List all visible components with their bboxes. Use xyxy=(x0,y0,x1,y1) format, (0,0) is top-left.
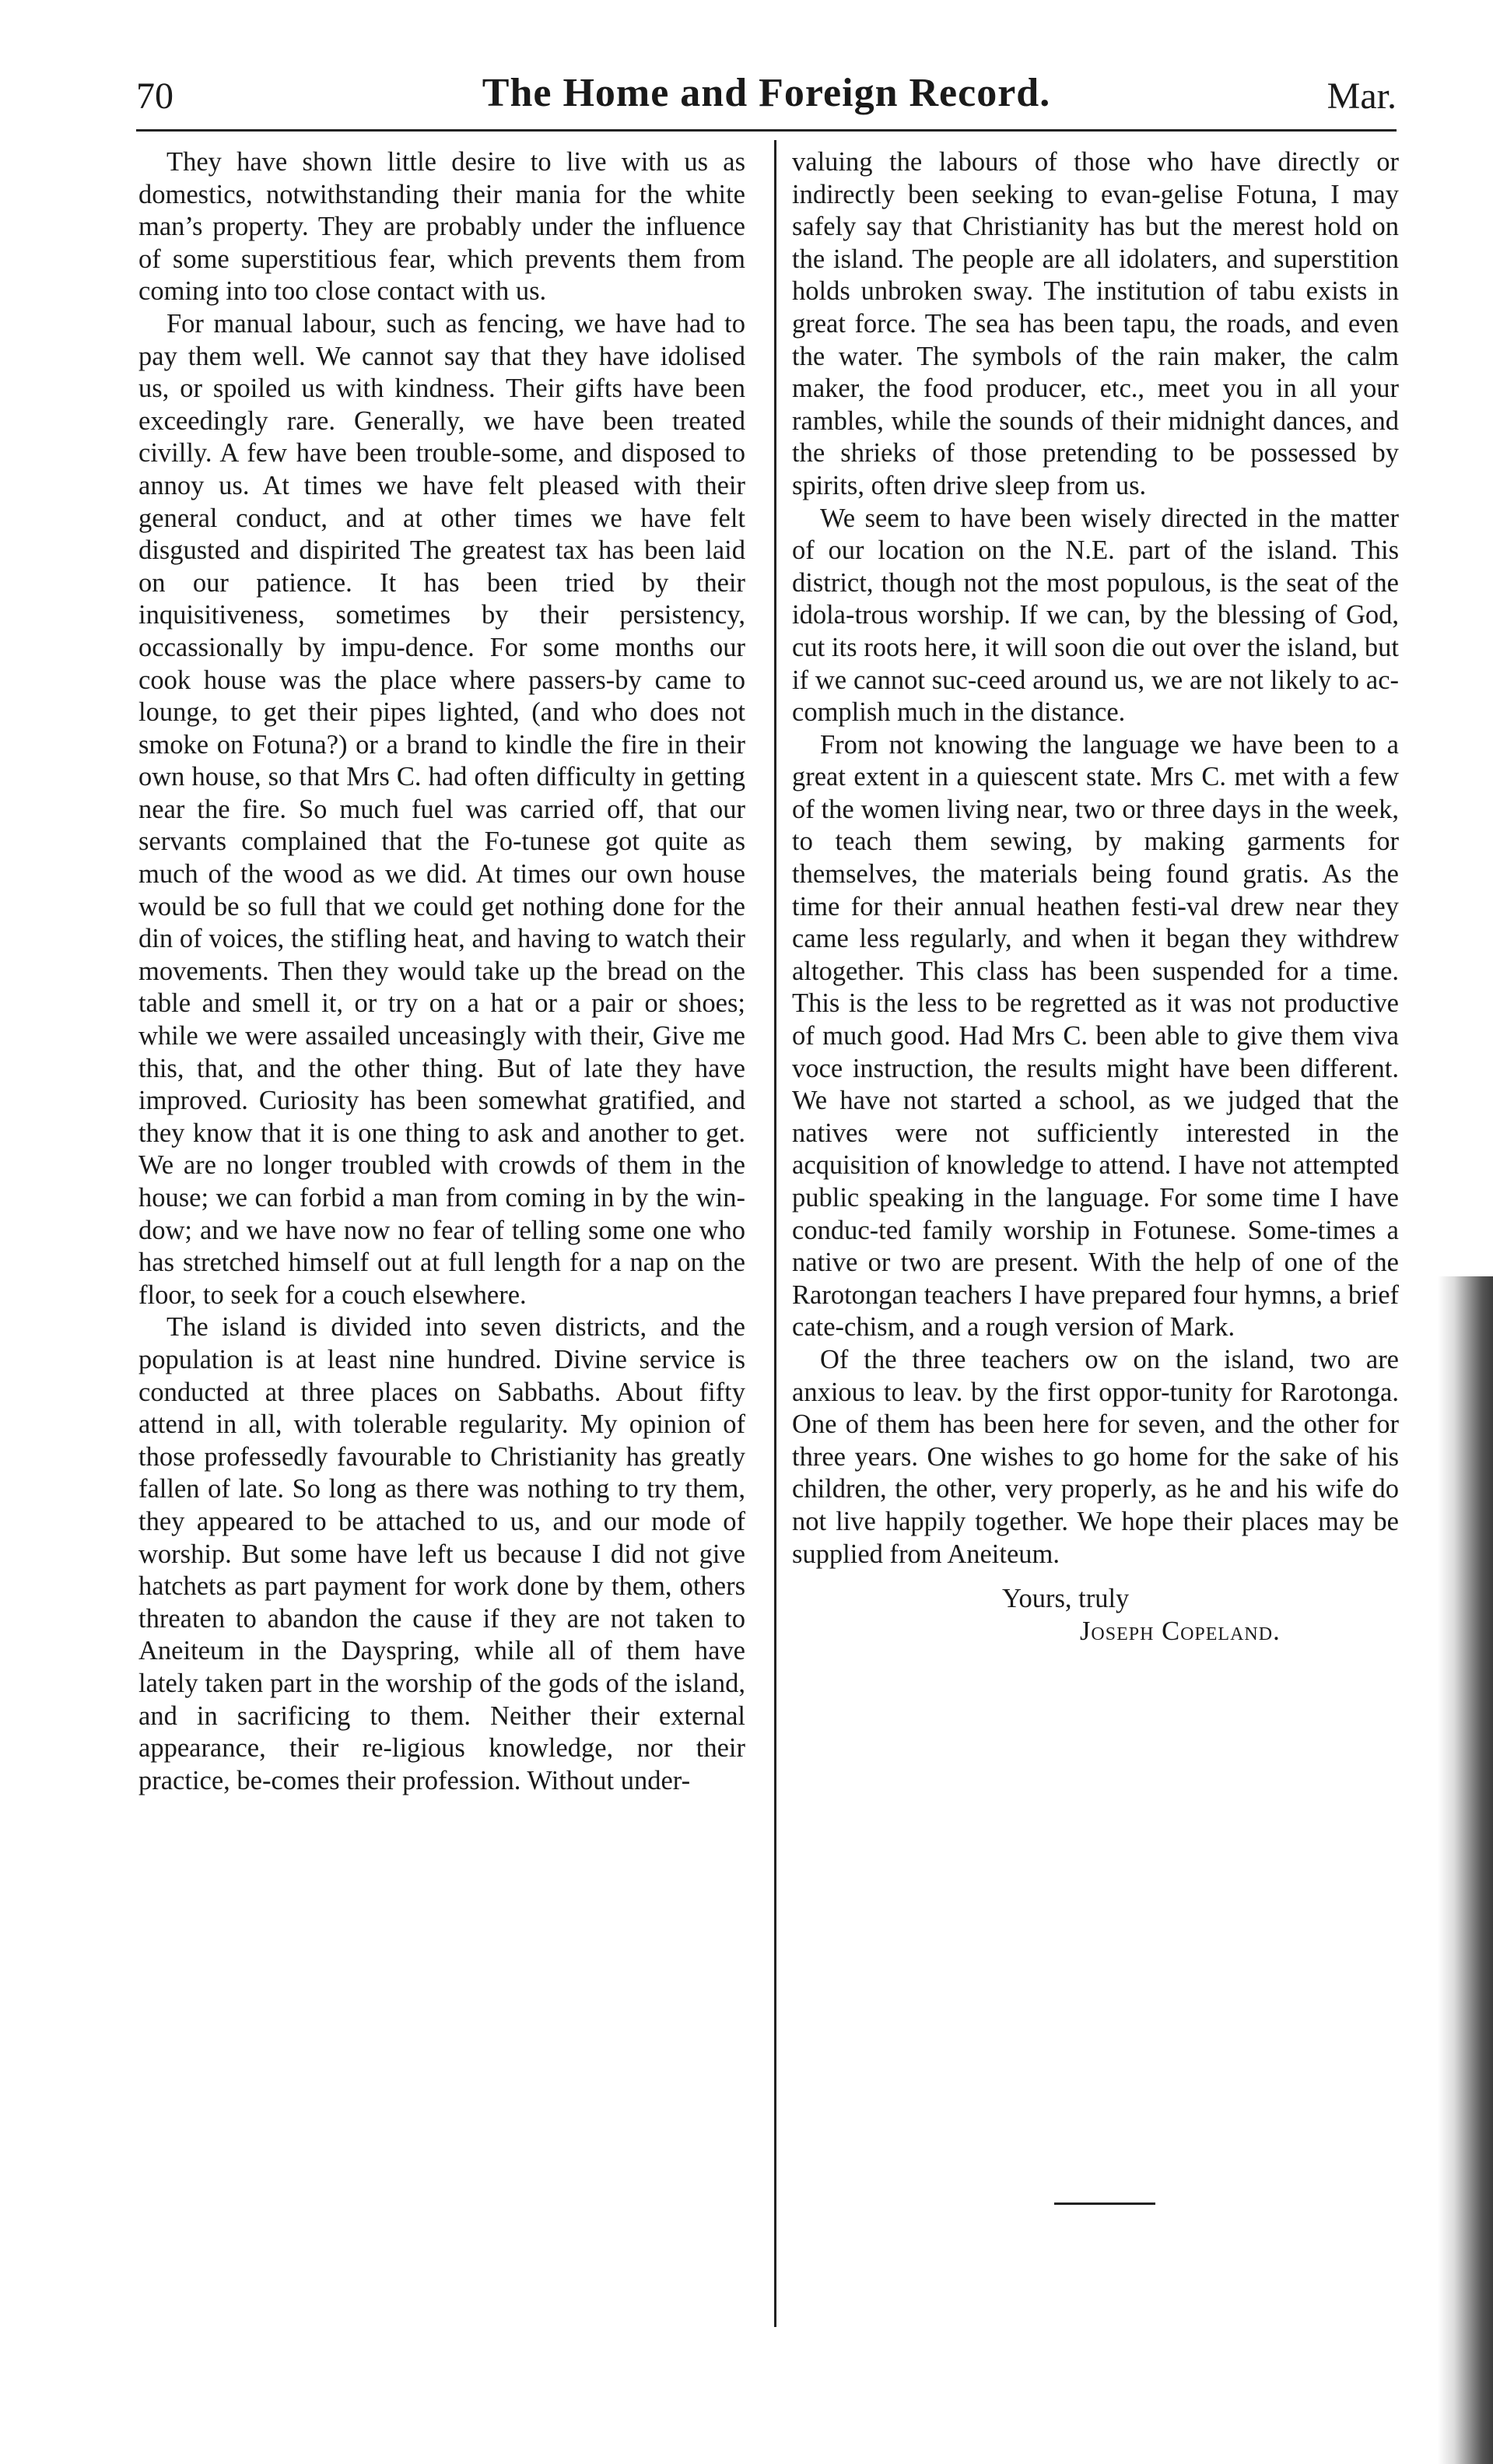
issue-month: Mar. xyxy=(1327,75,1397,117)
paragraph: valuing the labours of those who have directly or indirectly been seeking to evan-gelise Fotuna, I may safely say that Christianity has but the merest hold on the island. The people are all idolaters, and superstition holds unbroken sway. The institution of tabu exists in great force. The sea has been tapu, the roads, and even the water. The symbols of the rain maker, the calm maker, the food producer, etc., meet you in all your rambles, while the sounds of their midnight dances, and the shrieks of those pretending to be possessed by spirits, often drive sleep from us. xyxy=(792,147,1399,500)
column-divider xyxy=(774,140,776,2327)
left-column xyxy=(138,146,745,1797)
letter-closing: Yours, truly xyxy=(1002,1584,1130,1614)
right-column xyxy=(792,146,1399,1648)
paragraph: Of the three teachers ow on the island, two are anxious to leav. by the first oppor-tunity for Rarotonga. One of them has been here for seven, and the other for three years. One wishes to go home for the sake of his children, the other, very properly, as he and his wife do not live happily together. We hope their places may be supplied from Aneiteum. xyxy=(792,1344,1399,1569)
end-rule xyxy=(1054,2203,1155,2205)
journal-title: The Home and Foreign Record. xyxy=(482,71,1051,115)
letter-signature: Joseph Copeland. xyxy=(1080,1616,1281,1646)
paragraph: For manual labour, such as fencing, we have had to pay them well. We cannot say that they have idolised us, or spoiled us with kindness. Their gifts have been exceedingly rare. Generally, we have been treated civilly. A few have been trouble-some, and disposed to annoy us. At times we have felt pleased with their general conduct, and at other times we have felt disgusted and dispirited The greatest tax has been laid on our patience. It has been tried by their inquisitiveness, sometimes by their persistency, occassionally by impu-dence. For some months our cook house was the place where passers-by came to lounge, to get their pipes lighted, (and who does not smoke on Fotuna?) or a brand to kindle the fire in their own house, so that Mrs C. had often difficulty in getting near the fire. So much fuel was carried off, that our servants complained that the Fo-tunese got quite as much of the wood as we did. At times our own house would be so full that we could get nothing done for the din of voices, the stifling heat, and having to watch their movements. Then they would take up the bread on the table and smell it, or try on a hat or a pair or shoes; while we were assailed unceasingly with their, Give me this, that, and the other thing. But of late they have improved. Curiosity has been somewhat gratified, and they know that it is one thing to ask and another to get. We are no longer troubled with crowds of them in the house; we can forbid a man from coming in by the win-dow; and we have now no fear of telling some one who has stretched himself out at full length for a nap on the floor, to seek for a couch elsewhere. xyxy=(138,308,745,1310)
paragraph: They have shown little desire to live with us as domestics, notwithstanding their mania for the white man’s property. They are probably under the influence of some superstitious fear, which prevents them from coming into too close contact with us. xyxy=(138,147,745,307)
page-number: 70 xyxy=(136,75,173,117)
scan-edge-shadow xyxy=(1438,1276,1493,2464)
page-header xyxy=(136,70,1397,125)
paragraph: From not knowing the language we have been to a great extent in a quiescent state. Mrs C. met with a few of the women living near, two or three days in the week, to teach them sewing, by making garments for themselves, the materials being found gratis. As the time for their annual heathen festi-val drew near they came less regularly, and when it began they withdrew altogether. This class has been suspended for a time. This is the less to be regretted as it was not productive of much good. Had Mrs C. been able to give them viva voce instruction, the results might have been different. We have not started a school, as we judged that the natives were not sufficiently interested in the acquisition of knowledge to attend. I have not attempted public speaking in the language. For some time I have conduc-ted family worship in Fotunese. Some-times a native or two are present. With the help of one of the Rarotongan teachers I have prepared four hymns, a brief cate-chism, and a rough version of Mark. xyxy=(792,729,1399,1343)
header-rule xyxy=(136,129,1397,132)
paragraph: We seem to have been wisely directed in the matter of our location on the N.E. part of the island. This district, though not the most populous, is the seat of the idola-trous worship. If we can, by the blessing of God, cut its roots here, it will soon die out over the island, but if we cannot suc-ceed around us, we are not likely to ac-complish much in the distance. xyxy=(792,503,1399,728)
paragraph: The island is divided into seven districts, and the population is at least nine hundred. Divine service is conducted at three places on Sabbaths. About fifty attend in all, with tolerable regularity. My opinion of those professedly favourable to Christianity has greatly fallen of late. So long as there was nothing to try them, they appeared to be attached to us, and our mode of worship. But some have left us because I did not give hatchets as part payment for work done by them, others threaten to abandon the cause if they are not taken to Aneiteum in the Dayspring, while all of them have lately taken part in the worship of the gods of the island, and in sacrificing to them. Neither their external appearance, their re-ligious knowledge, nor their practice, be-comes their profession. Without under- xyxy=(138,1312,745,1795)
